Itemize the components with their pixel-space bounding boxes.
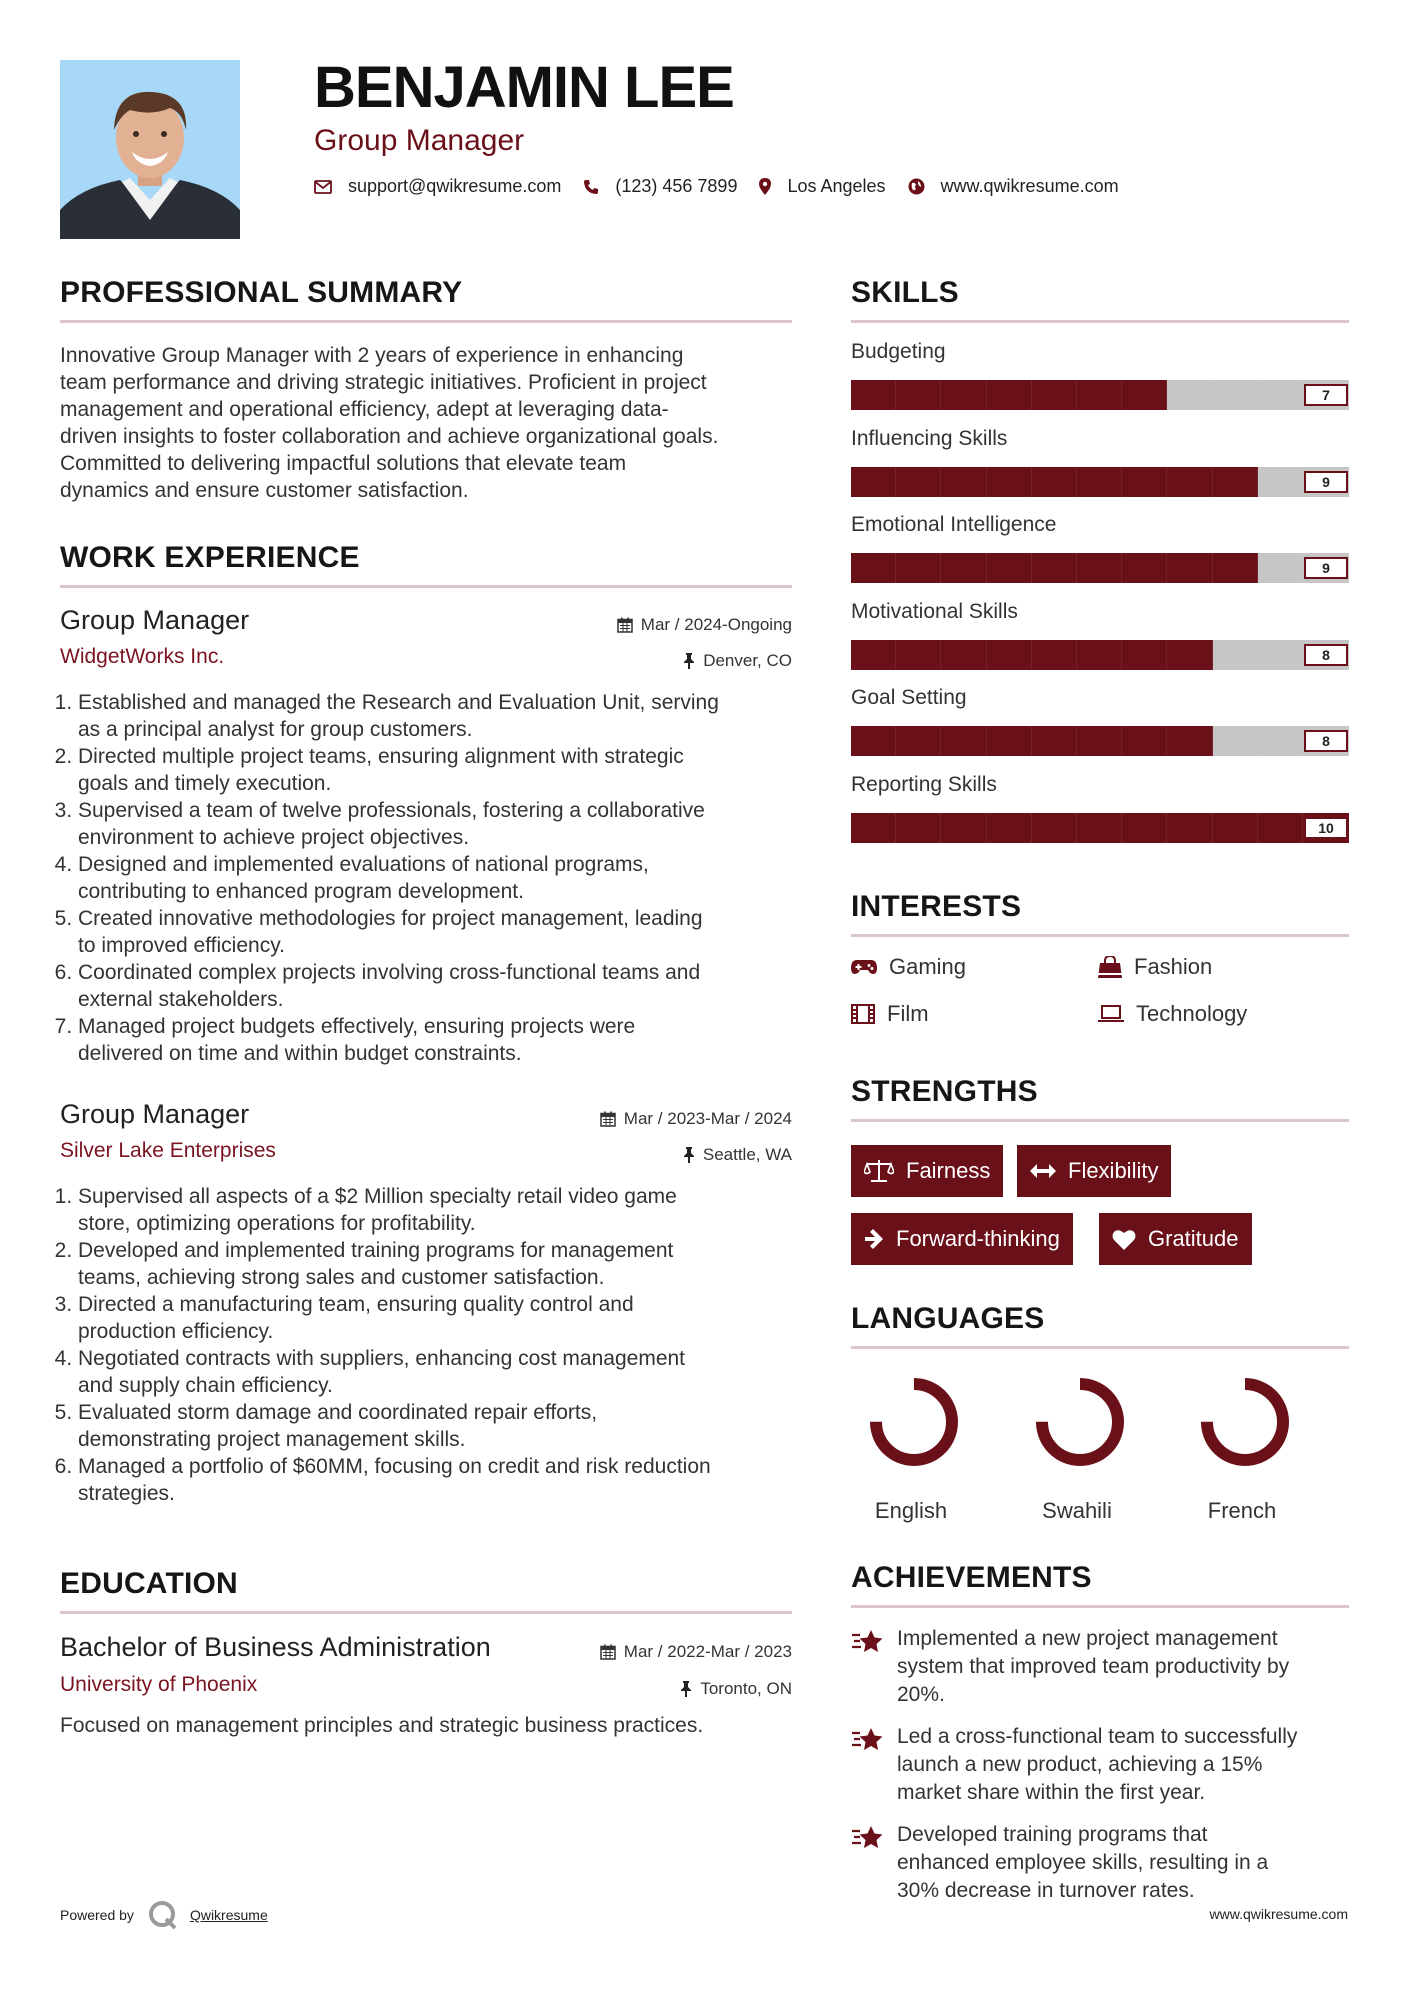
skill-row: [851, 513, 1349, 600]
skill-bar: [851, 380, 1349, 410]
arrows-horizontal-icon: [1030, 1164, 1056, 1178]
education-divider: [60, 1611, 792, 1614]
calendar-icon: [617, 617, 633, 633]
skill-name: Goal Setting: [851, 686, 967, 710]
qwikresume-link[interactable]: Qwikresume: [189, 1907, 268, 1923]
skill-bar-segment: [941, 813, 986, 843]
pushpin-icon: [680, 1681, 692, 1697]
job-1-date-text: Mar / 2024-Ongoing: [640, 615, 792, 634]
skill-bar-segment: [1213, 813, 1258, 843]
skill-bar-segment: [987, 813, 1032, 843]
job-1-subheader: [60, 645, 792, 675]
job-1-title: Group Manager: [60, 605, 250, 635]
skill-bar-segment: [987, 640, 1032, 670]
skill-bar-segment: [1167, 380, 1212, 410]
skill-bar-segment: [1077, 553, 1122, 583]
job-2-title: Group Manager: [60, 1099, 250, 1129]
skill-bar-segment: [851, 813, 896, 843]
location-text: Los Angeles: [787, 176, 886, 196]
arrow-right-icon: [864, 1229, 884, 1249]
skill-bar-segment: [1213, 467, 1258, 497]
pushpin-icon: [683, 1147, 695, 1163]
skill-bar-segment: [1258, 380, 1303, 410]
job-2-date: [600, 1109, 792, 1129]
achievement-item: [851, 1625, 1349, 1709]
skill-bar-segment: [987, 380, 1032, 410]
globe-icon: [908, 178, 925, 195]
skill-bar: [851, 553, 1349, 583]
achievements-list: [851, 1625, 1349, 1919]
languages-title: LANGUAGES: [851, 1302, 1045, 1335]
strength-fairness-label: Fairness: [906, 1158, 991, 1183]
summary-line: dynamics and ensure customer satisfaction.: [60, 479, 469, 502]
film-icon: [851, 1004, 875, 1024]
shopping-bag-icon: [1098, 956, 1122, 978]
skill-bar-segment: [1122, 640, 1167, 670]
contact-email: [314, 176, 561, 197]
duty-item: 4. Negotiated contracts with suppliers, enhancing cost management and supply chain efficiency.: [78, 1345, 792, 1399]
heart-icon: [1112, 1229, 1136, 1250]
skill-bar-segment: [1032, 813, 1077, 843]
skill-bar-segment: [1258, 553, 1303, 583]
strength-fairness: [851, 1145, 1003, 1197]
skill-row: [851, 773, 1349, 860]
skill-bar-segment: [987, 467, 1032, 497]
skill-bar-segment: [1258, 640, 1303, 670]
language-level-ring: [864, 1372, 964, 1472]
summary-line: management and operational efficiency, adept at leveraging data-: [60, 398, 669, 421]
skill-bar-segment: [1032, 726, 1077, 756]
skill-bar-segment: [1032, 380, 1077, 410]
skill-bar-segment: [1122, 467, 1167, 497]
achievements-divider: [851, 1605, 1349, 1608]
language-item: [1182, 1372, 1302, 1524]
language-level-ring: [1195, 1372, 1295, 1472]
skill-bar-segment: [1032, 553, 1077, 583]
website-text[interactable]: www.qwikresume.com: [940, 176, 1119, 196]
job-2-location: [683, 1145, 792, 1165]
skill-bar-segment: [1032, 467, 1077, 497]
star-icon: [851, 1823, 885, 1851]
education-subheader: [60, 1673, 792, 1703]
experience-divider: [60, 585, 792, 588]
education-location-text: Toronto, ON: [700, 1679, 792, 1698]
skill-bar-segment: [941, 380, 986, 410]
skill-bar-segment: [941, 553, 986, 583]
skill-bar: [851, 640, 1349, 670]
summary-line: driven insights to foster collaboration and achieve organizational goals.: [60, 425, 719, 448]
skill-bar-segment: [987, 553, 1032, 583]
skill-bar-segment: [1032, 640, 1077, 670]
language-level-arc: [876, 1384, 952, 1460]
contact-phone: [583, 176, 737, 197]
duty-item: 5. Evaluated storm damage and coordinated repair efforts, demonstrating project management skills.: [78, 1399, 792, 1453]
language-item: [1017, 1372, 1137, 1524]
star-icon: [851, 1627, 885, 1655]
skill-bar-segment: [1213, 380, 1258, 410]
job-2-header: [60, 1099, 792, 1133]
skill-bar-segment: [1077, 380, 1122, 410]
duty-item: 5. Created innovative methodologies for project management, leading to improved efficiency.: [78, 905, 792, 959]
duty-item: 1. Established and managed the Research and Evaluation Unit, serving as a principal analyst for group customers.: [78, 689, 792, 743]
strength-flexibility-label: Flexibility: [1068, 1158, 1159, 1183]
job-2-company: Silver Lake Enterprises: [60, 1139, 276, 1162]
skill-bar-segment: [896, 553, 941, 583]
skill-bar-segment: [896, 813, 941, 843]
skill-row: [851, 340, 1349, 427]
skill-bar-segment: [1167, 726, 1212, 756]
skill-bar-segment: [1258, 726, 1303, 756]
skill-bar-segment: [1167, 640, 1212, 670]
skill-row: [851, 686, 1349, 773]
candidate-role: Group Manager: [314, 124, 525, 157]
education-degree: Bachelor of Business Administration: [60, 1632, 491, 1662]
strength-forward-thinking: [851, 1213, 1073, 1265]
skills-title: SKILLS: [851, 276, 959, 309]
education-date: [600, 1642, 792, 1662]
job-1-date: [617, 615, 792, 635]
language-level-arc: [1042, 1384, 1118, 1460]
skill-bar-segment: [1122, 553, 1167, 583]
skill-name: Motivational Skills: [851, 599, 1018, 623]
skill-bar-segment: [896, 640, 941, 670]
profile-photo: [60, 60, 240, 239]
skill-level-badge: 8: [1304, 644, 1348, 666]
skill-level-badge: 7: [1304, 384, 1348, 406]
skill-bar: [851, 813, 1349, 843]
job-1-location: [683, 651, 792, 671]
language-name: French: [1207, 1498, 1277, 1523]
job-2-location-text: Seattle, WA: [702, 1145, 792, 1164]
job-2-duty-list: [60, 1183, 792, 1507]
pushpin-icon: [683, 653, 695, 669]
gamepad-icon: [851, 959, 877, 975]
interest-fashion-label: Fashion: [1134, 954, 1213, 979]
interest-technology: [1098, 1001, 1247, 1027]
strengths-title: STRENGTHS: [851, 1075, 1038, 1108]
skill-bar-segment: [851, 553, 896, 583]
skill-bar-segment: [1077, 640, 1122, 670]
job-2-duties: [60, 1183, 792, 1507]
skill-bar-segment: [896, 726, 941, 756]
summary-divider: [60, 320, 792, 323]
footer-powered-by: [60, 1900, 268, 1930]
skill-bar-segment: [1077, 813, 1122, 843]
skill-bar-segment: [941, 467, 986, 497]
summary-line: Committed to delivering impactful solutions that elevate team: [60, 452, 627, 475]
interest-gaming: [851, 954, 966, 980]
phone-text: (123) 456 7899: [615, 176, 738, 196]
job-2-subheader: [60, 1139, 792, 1169]
duty-item: 6. Coordinated complex projects involving cross-functional teams and external stakeholders.: [78, 959, 792, 1013]
duty-item: 3. Directed a manufacturing team, ensuring quality control and production efficiency.: [78, 1291, 792, 1345]
skill-bar: [851, 467, 1349, 497]
envelope-icon: [314, 180, 332, 194]
skill-bar-segment: [1167, 813, 1212, 843]
strengths-divider: [851, 1119, 1349, 1122]
skill-bar-segment: [851, 467, 896, 497]
skills-list: [851, 340, 1349, 860]
qwikresume-logo-icon: [148, 1900, 178, 1930]
interest-technology-label: Technology: [1136, 1001, 1248, 1026]
skill-bar-segment: [1122, 726, 1167, 756]
contact-location: [759, 176, 885, 197]
skill-bar: [851, 726, 1349, 756]
duty-item: 2. Developed and implemented training programs for management teams, achieving strong sales and customer satisfaction.: [78, 1237, 792, 1291]
person-photo-icon: [60, 60, 240, 239]
strength-gratitude: [1099, 1213, 1252, 1265]
interest-gaming-label: Gaming: [889, 954, 967, 979]
duty-item: 4. Designed and implemented evaluations of national programs, contributing to enhanced program development.: [78, 851, 792, 905]
balance-scale-icon: [864, 1159, 894, 1183]
phone-icon: [583, 179, 599, 195]
achievements-title: ACHIEVEMENTS: [851, 1561, 1092, 1594]
summary-title: PROFESSIONAL SUMMARY: [60, 276, 463, 309]
skill-level-badge: 8: [1304, 730, 1348, 752]
strength-gratitude-label: Gratitude: [1148, 1226, 1239, 1251]
duty-item: 3. Supervised a team of twelve professionals, fostering a collaborative environment to achieve project objectives.: [78, 797, 792, 851]
education-title: EDUCATION: [60, 1567, 238, 1600]
education-description: Focused on management principles and strategic business practices.: [60, 1714, 704, 1737]
skill-bar-segment: [1122, 813, 1167, 843]
job-1-duties: [60, 689, 792, 1067]
skill-bar-segment: [1167, 553, 1212, 583]
interest-film: [851, 1001, 929, 1027]
achievement-item: [851, 1821, 1349, 1905]
skill-bar-segment: [1077, 726, 1122, 756]
skill-bar-segment: [851, 380, 896, 410]
skill-level-badge: 10: [1304, 817, 1348, 839]
skill-name: Influencing Skills: [851, 426, 1008, 450]
summary-paragraph: [60, 342, 792, 504]
education-date-text: Mar / 2022-Mar / 2023: [623, 1642, 792, 1661]
skill-bar-segment: [1213, 726, 1258, 756]
skill-bar-segment: [941, 726, 986, 756]
languages-list: [851, 1372, 1349, 1522]
interests-divider: [851, 934, 1349, 937]
skill-name: Emotional Intelligence: [851, 513, 1057, 537]
job-1-header: [60, 605, 792, 639]
language-level-arc: [1207, 1384, 1283, 1460]
laptop-icon: [1098, 1005, 1124, 1023]
job-1-company: WidgetWorks Inc.: [60, 645, 225, 668]
skill-bar-segment: [987, 726, 1032, 756]
duty-item: 6. Managed a portfolio of $60MM, focusing on credit and risk reduction strategies.: [78, 1453, 792, 1507]
duty-item: 2. Directed multiple project teams, ensuring alignment with strategic goals and timely execution.: [78, 743, 792, 797]
skills-divider: [851, 320, 1349, 323]
skill-row: [851, 600, 1349, 687]
skill-bar-segment: [1258, 813, 1303, 843]
job-1-location-text: Denver, CO: [703, 651, 792, 670]
skill-row: [851, 427, 1349, 514]
skill-bar-segment: [1213, 553, 1258, 583]
achievement-item: [851, 1723, 1349, 1807]
map-pin-icon: [759, 178, 771, 195]
calendar-icon: [600, 1644, 616, 1660]
strength-forward-thinking-label: Forward-thinking: [896, 1226, 1060, 1251]
achievement-text: Implemented a new project management system that improved team productivity by 20%.: [897, 1627, 1290, 1706]
interest-film-label: Film: [887, 1001, 929, 1026]
summary-line: Innovative Group Manager with 2 years of experience in enhancing: [60, 344, 684, 367]
skill-name: Reporting Skills: [851, 772, 997, 796]
experience-title: WORK EXPERIENCE: [60, 541, 360, 574]
education-school: University of Phoenix: [60, 1673, 258, 1696]
skill-bar-segment: [1122, 380, 1167, 410]
duty-item: 1. Supervised all aspects of a $2 Million specialty retail video game store, optimizing operations for profitability.: [78, 1183, 792, 1237]
skill-level-badge: 9: [1304, 471, 1348, 493]
duty-item: 7. Managed project budgets effectively, ensuring projects were delivered on time and within budget constraints.: [78, 1013, 792, 1067]
achievement-text: Led a cross-functional team to successfully launch a new product, achieving a 15% market share within the first year.: [897, 1725, 1298, 1804]
language-item: [851, 1372, 971, 1524]
skill-bar-segment: [1258, 467, 1303, 497]
skill-bar-segment: [1077, 467, 1122, 497]
email-text[interactable]: support@qwikresume.com: [348, 176, 562, 196]
calendar-icon: [600, 1111, 616, 1127]
skill-level-badge: 9: [1304, 557, 1348, 579]
star-icon: [851, 1725, 885, 1753]
contact-website: [908, 176, 1119, 197]
candidate-name: BENJAMIN LEE: [314, 55, 734, 120]
interest-fashion: [1098, 954, 1212, 980]
education-location: [680, 1679, 792, 1699]
interests-title: INTERESTS: [851, 890, 1022, 923]
language-level-ring: [1030, 1372, 1130, 1472]
skill-bar-segment: [941, 640, 986, 670]
skill-bar-segment: [851, 726, 896, 756]
language-name: English: [874, 1498, 948, 1523]
skill-bar-segment: [1213, 640, 1258, 670]
contact-bar: [314, 176, 1141, 197]
skill-bar-segment: [896, 380, 941, 410]
powered-by-label: Powered by: [60, 1907, 134, 1923]
strength-flexibility: [1017, 1145, 1171, 1197]
skill-bar-segment: [896, 467, 941, 497]
language-name: Swahili: [1042, 1498, 1112, 1523]
education-header: [60, 1632, 792, 1666]
languages-divider: [851, 1346, 1349, 1349]
summary-text: [60, 342, 792, 504]
footer-website[interactable]: www.qwikresume.com: [1209, 1906, 1348, 1922]
skill-bar-segment: [851, 640, 896, 670]
skill-bar-segment: [1167, 467, 1212, 497]
job-1-duty-list: [60, 689, 792, 1067]
skill-name: Budgeting: [851, 340, 946, 363]
achievement-text: Developed training programs that enhanced employee skills, resulting in a 30% decrease in turnover rates.: [897, 1823, 1269, 1902]
job-2-date-text: Mar / 2023-Mar / 2024: [623, 1109, 792, 1128]
summary-line: team performance and driving strategic initiatives. Proficient in project: [60, 371, 707, 394]
